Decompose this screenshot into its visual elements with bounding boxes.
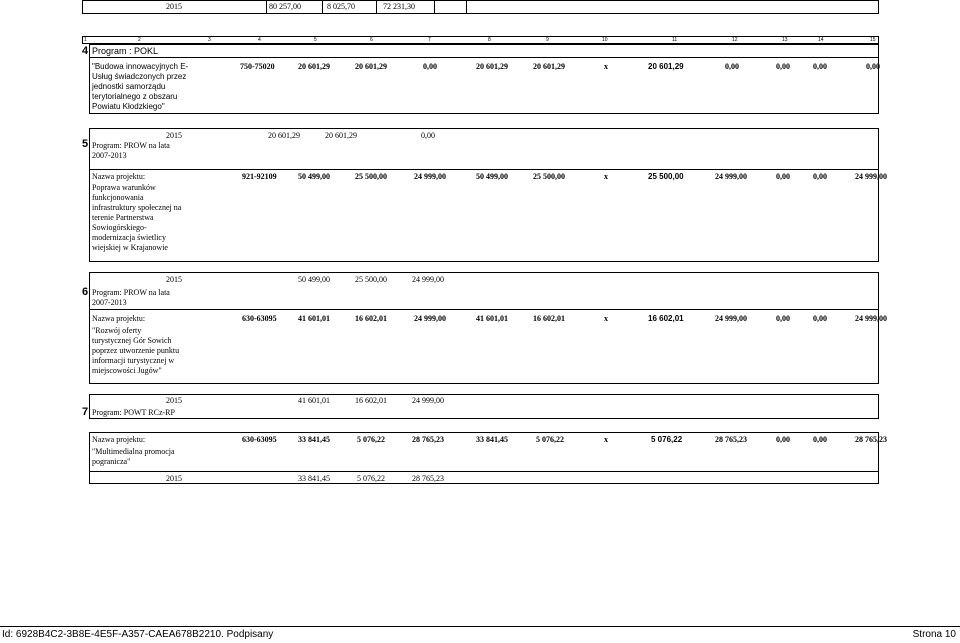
col-num-2: 2 [138, 37, 141, 43]
s4-cell-10: 0,00 [776, 62, 790, 71]
s6-cell-12: 24 999,00 [855, 314, 887, 323]
s7-year-val-2: 16 602,01 [355, 396, 387, 405]
section-4-project-name: "Budowa innowacyjnych E-Usług świadczonych przez jednostki samorządu terytorialnego z obszaru Powiatu Kłodzkiego" [92, 62, 189, 111]
s7-cell-8: 5 076,22 [651, 435, 683, 444]
column-number-row [82, 36, 879, 44]
s5-cell-2: 50 499,00 [298, 172, 330, 181]
s5-project-name: Poprawa warunków funkcjonowania infrastruktury społecznej na terenie Partnerstwa Sowiogórskiego- modernizacja świetlicy wiejskiej w Krajanowie [92, 183, 182, 252]
col-num-11: 11 [672, 37, 678, 43]
s5-cell-8: 25 500,00 [648, 172, 684, 181]
s7-cell-9: 28 765,23 [715, 435, 747, 444]
col-num-1: 1 [84, 37, 87, 43]
section-7-number: 7 [82, 406, 89, 418]
section-6-year-box [89, 272, 879, 310]
col-num-7: 7 [428, 37, 431, 43]
s7-cell-3: 5 076,22 [357, 435, 385, 444]
s6-cell-2: 41 601,01 [298, 314, 330, 323]
s6-cell-5: 41 601,01 [476, 314, 508, 323]
s5-cell-1: 921-92109 [242, 172, 277, 181]
col-num-14: 14 [818, 37, 824, 43]
s5-program: Program: PROW na lata 2007-2013 [92, 141, 170, 160]
s5-label: Nazwa projektu: [92, 172, 146, 181]
s6-year-val-1: 50 499,00 [298, 275, 330, 284]
s6-cell-6: 16 602,01 [533, 314, 565, 323]
section-5-number: 5 [82, 138, 89, 150]
top-value-2: 8 025,70 [327, 2, 355, 11]
s6-cell-1: 630-63095 [242, 314, 277, 323]
s5-cell-6: 25 500,00 [533, 172, 565, 181]
s5-cell-5: 50 499,00 [476, 172, 508, 181]
section-4-program: Program : POKL [92, 46, 159, 56]
footer-divider [0, 626, 960, 627]
s4-cell-4: 0,00 [423, 62, 437, 71]
s4-cell-12: 0,00 [866, 62, 880, 71]
s5-year-val-3: 0,00 [421, 131, 435, 140]
top-row-box [82, 0, 879, 14]
top-value-3: 72 231,30 [383, 2, 415, 11]
s6-cell-11: 0,00 [813, 314, 827, 323]
s4-cell-5: 20 601,29 [476, 62, 508, 71]
s6-label: Nazwa projektu: [92, 314, 146, 323]
s4-cell-6: 20 601,29 [533, 62, 565, 71]
s4-cell-3: 20 601,29 [355, 62, 387, 71]
top-year: 2015 [166, 2, 182, 11]
s6-year-val-2: 25 500,00 [355, 275, 387, 284]
s7-cell-4: 28 765,23 [412, 435, 444, 444]
s7-program: Program: POWT RCz-RP [92, 408, 175, 417]
s4-cell-11: 0,00 [813, 62, 827, 71]
section-5-year-box [89, 128, 879, 170]
s5-year: 2015 [166, 131, 182, 140]
s7-year-val-1: 41 601,01 [298, 396, 330, 405]
s6-cell-3: 16 602,01 [355, 314, 387, 323]
section-6-number: 6 [82, 286, 89, 298]
s7-year2-val-3: 28 765,23 [412, 474, 444, 483]
s7-cell-6: 5 076,22 [536, 435, 564, 444]
col-num-9: 9 [546, 37, 549, 43]
s6-cell-10: 0,00 [776, 314, 790, 323]
s4-cell-9: 0,00 [725, 62, 739, 71]
section-7-year2-box [89, 472, 879, 484]
s7-cell-2: 33 841,45 [298, 435, 330, 444]
s7-cell-12: 28 765,23 [855, 435, 887, 444]
s7-cell-5: 33 841,45 [476, 435, 508, 444]
s6-year: 2015 [166, 275, 182, 284]
footer-page: Strona 10 [912, 629, 956, 640]
section-7-year-box [89, 394, 879, 419]
col-num-3: 3 [208, 37, 211, 43]
s5-cell-4: 24 999,00 [414, 172, 446, 181]
col-num-4: 4 [258, 37, 261, 43]
section-5-project-box [89, 170, 879, 262]
s4-cell-1: 750-75020 [240, 62, 275, 71]
s7-year2-val-1: 33 841,45 [298, 474, 330, 483]
s7-cell-11: 0,00 [813, 435, 827, 444]
s6-cell-9: 24 999,00 [715, 314, 747, 323]
s7-year-val-3: 24 999,00 [412, 396, 444, 405]
s5-year-val-1: 20 601,29 [268, 131, 300, 140]
col-num-10: 10 [602, 37, 608, 43]
s6-year-val-3: 24 999,00 [412, 275, 444, 284]
s4-cell-7: x [604, 62, 608, 71]
col-num-6: 6 [370, 37, 373, 43]
footer-id: Id: 6928B4C2-3B8E-4E5F-A357-CAEA678B2210. Podpisany [2, 629, 274, 640]
s5-year-val-2: 20 601,29 [325, 131, 357, 140]
s5-cell-9: 24 999,00 [715, 172, 747, 181]
s6-cell-4: 24 999,00 [414, 314, 446, 323]
top-value-1: 80 257,00 [269, 2, 301, 11]
s4-cell-8: 20 601,29 [648, 62, 684, 71]
s7-year2: 2015 [166, 474, 182, 483]
s4-cell-2: 20 601,29 [298, 62, 330, 71]
s7-cell-10: 0,00 [776, 435, 790, 444]
s7-year2-val-2: 5 076,22 [357, 474, 385, 483]
s5-cell-12: 24 999,00 [855, 172, 887, 181]
s5-cell-3: 25 500,00 [355, 172, 387, 181]
s6-project-name: "Rozwój oferty turystycznej Gór Sowich poprzez utworzenie punktu informacji turystycznej w miejscowości Jugów" [92, 326, 180, 375]
s7-year: 2015 [166, 396, 182, 405]
col-num-15: 15 [870, 37, 876, 43]
s7-project-name: "Multimedialna promocja pogranicza" [92, 447, 175, 466]
s6-program: Program: PROW na lata 2007-2013 [92, 288, 170, 307]
col-num-12: 12 [732, 37, 738, 43]
section-4-number: 4 [82, 45, 89, 57]
col-num-8: 8 [488, 37, 491, 43]
s7-label: Nazwa projektu: [92, 435, 146, 444]
col-num-5: 5 [314, 37, 317, 43]
s5-cell-7: x [604, 172, 608, 181]
section-4-program-box [89, 44, 879, 58]
s7-cell-7: x [604, 435, 608, 444]
s6-cell-8: 16 602,01 [648, 314, 684, 323]
col-num-13: 13 [782, 37, 788, 43]
s7-cell-1: 630-63095 [242, 435, 277, 444]
s5-cell-11: 0,00 [813, 172, 827, 181]
s6-cell-7: x [604, 314, 608, 323]
s5-cell-10: 0,00 [776, 172, 790, 181]
